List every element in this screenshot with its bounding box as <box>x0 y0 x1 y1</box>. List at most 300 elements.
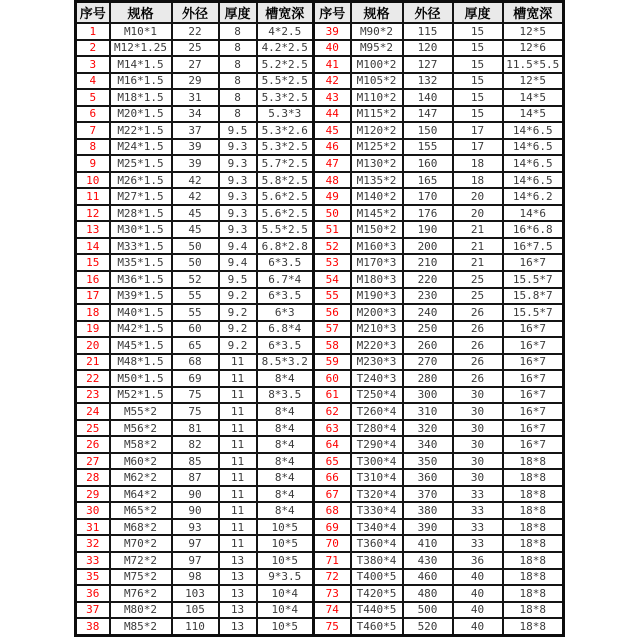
value-cell: 8 <box>219 56 257 73</box>
value-cell: M76*2 <box>110 585 172 602</box>
table-row <box>76 155 564 172</box>
value-cell: M10*1 <box>110 23 172 40</box>
value-cell: M48*1.5 <box>110 354 172 371</box>
value-cell: M190*3 <box>351 288 403 305</box>
value-cell: 155 <box>403 139 453 156</box>
value-cell: 75 <box>172 403 219 420</box>
table-row <box>76 618 564 635</box>
serial-cell: 73 <box>314 585 351 602</box>
value-cell: 16*7 <box>503 254 564 271</box>
value-cell: 120 <box>403 40 453 57</box>
serial-cell: 2 <box>76 40 110 57</box>
value-cell: 34 <box>172 106 219 123</box>
value-cell: T290*4 <box>351 436 403 453</box>
value-cell: 14*6.5 <box>503 122 564 139</box>
table-row <box>76 23 564 40</box>
serial-cell: 40 <box>314 40 351 57</box>
value-cell: 30 <box>453 436 503 453</box>
value-cell: 9.3 <box>219 155 257 172</box>
value-cell: 25 <box>172 40 219 57</box>
value-cell: 50 <box>172 238 219 255</box>
value-cell: 14*5 <box>503 106 564 123</box>
value-cell: 16*7 <box>503 387 564 404</box>
value-cell: 20 <box>453 188 503 205</box>
serial-cell: 14 <box>76 238 110 255</box>
value-cell: M42*1.5 <box>110 321 172 338</box>
header-serial-right: 序号 <box>314 2 351 24</box>
value-cell: 5.2*2.5 <box>257 56 314 73</box>
value-cell: T440*5 <box>351 602 403 619</box>
value-cell: 45 <box>172 205 219 222</box>
value-cell: 8*4 <box>257 370 314 387</box>
table-row <box>76 205 564 222</box>
value-cell: M90*2 <box>351 23 403 40</box>
value-cell: 300 <box>403 387 453 404</box>
value-cell: T280*4 <box>351 420 403 437</box>
value-cell: 97 <box>172 535 219 552</box>
serial-cell: 6 <box>76 106 110 123</box>
value-cell: M36*1.5 <box>110 271 172 288</box>
value-cell: 9.2 <box>219 321 257 338</box>
value-cell: 8 <box>219 40 257 57</box>
value-cell: M140*2 <box>351 188 403 205</box>
value-cell: 190 <box>403 221 453 238</box>
serial-cell: 51 <box>314 221 351 238</box>
value-cell: M30*1.5 <box>110 221 172 238</box>
value-cell: 380 <box>403 502 453 519</box>
value-cell: 11 <box>219 387 257 404</box>
value-cell: M200*3 <box>351 304 403 321</box>
serial-cell: 11 <box>76 188 110 205</box>
table-row <box>76 106 564 123</box>
value-cell: 320 <box>403 420 453 437</box>
serial-cell: 23 <box>76 387 110 404</box>
serial-cell: 28 <box>76 469 110 486</box>
serial-cell: 35 <box>76 569 110 586</box>
value-cell: 170 <box>403 188 453 205</box>
value-cell: 5.6*2.5 <box>257 205 314 222</box>
value-cell: 10*5 <box>257 519 314 536</box>
table-row <box>76 486 564 503</box>
value-cell: 6*3.5 <box>257 254 314 271</box>
serial-cell: 41 <box>314 56 351 73</box>
value-cell: 15.5*7 <box>503 271 564 288</box>
value-cell: 370 <box>403 486 453 503</box>
value-cell: 200 <box>403 238 453 255</box>
value-cell: 69 <box>172 370 219 387</box>
value-cell: 18*8 <box>503 519 564 536</box>
value-cell: M145*2 <box>351 205 403 222</box>
serial-cell: 16 <box>76 271 110 288</box>
value-cell: M64*2 <box>110 486 172 503</box>
value-cell: 18*8 <box>503 535 564 552</box>
value-cell: 5.3*2.5 <box>257 89 314 106</box>
value-cell: M28*1.5 <box>110 205 172 222</box>
value-cell: M55*2 <box>110 403 172 420</box>
value-cell: 8*4 <box>257 420 314 437</box>
value-cell: 11 <box>219 403 257 420</box>
value-cell: 5.3*2.6 <box>257 122 314 139</box>
value-cell: 9.4 <box>219 238 257 255</box>
value-cell: 11 <box>219 535 257 552</box>
value-cell: 26 <box>453 304 503 321</box>
serial-cell: 69 <box>314 519 351 536</box>
serial-cell: 15 <box>76 254 110 271</box>
value-cell: 9.3 <box>219 205 257 222</box>
header-row <box>76 2 564 24</box>
serial-cell: 21 <box>76 354 110 371</box>
value-cell: 4*2.5 <box>257 23 314 40</box>
value-cell: 480 <box>403 585 453 602</box>
serial-cell: 53 <box>314 254 351 271</box>
value-cell: 20 <box>453 205 503 222</box>
serial-cell: 32 <box>76 535 110 552</box>
value-cell: 55 <box>172 304 219 321</box>
value-cell: 250 <box>403 321 453 338</box>
value-cell: 21 <box>453 254 503 271</box>
value-cell: M180*3 <box>351 271 403 288</box>
table-row <box>76 188 564 205</box>
value-cell: 310 <box>403 403 453 420</box>
value-cell: T420*5 <box>351 585 403 602</box>
value-cell: 25 <box>453 271 503 288</box>
value-cell: 5.7*2.5 <box>257 155 314 172</box>
value-cell: M45*1.5 <box>110 337 172 354</box>
value-cell: 9.2 <box>219 304 257 321</box>
value-cell: 8*4 <box>257 469 314 486</box>
value-cell: 98 <box>172 569 219 586</box>
value-cell: 10*4 <box>257 602 314 619</box>
serial-cell: 5 <box>76 89 110 106</box>
value-cell: 12*6 <box>503 40 564 57</box>
value-cell: 29 <box>172 73 219 90</box>
value-cell: M170*3 <box>351 254 403 271</box>
value-cell: 10*5 <box>257 552 314 569</box>
serial-cell: 68 <box>314 502 351 519</box>
value-cell: T260*4 <box>351 403 403 420</box>
value-cell: 40 <box>453 602 503 619</box>
value-cell: 18*8 <box>503 469 564 486</box>
value-cell: 39 <box>172 139 219 156</box>
value-cell: M68*2 <box>110 519 172 536</box>
value-cell: 16*7 <box>503 436 564 453</box>
serial-cell: 64 <box>314 436 351 453</box>
value-cell: 5.8*2.5 <box>257 172 314 189</box>
serial-cell: 74 <box>314 602 351 619</box>
value-cell: 9.3 <box>219 172 257 189</box>
value-cell: 5.3*3 <box>257 106 314 123</box>
table-row <box>76 519 564 536</box>
value-cell: 27 <box>172 56 219 73</box>
value-cell: 33 <box>453 502 503 519</box>
value-cell: M56*2 <box>110 420 172 437</box>
value-cell: M33*1.5 <box>110 238 172 255</box>
value-cell: 6.8*4 <box>257 321 314 338</box>
value-cell: 14*6.5 <box>503 139 564 156</box>
value-cell: 18*8 <box>503 602 564 619</box>
table-row <box>76 139 564 156</box>
value-cell: 270 <box>403 354 453 371</box>
value-cell: 14*6.5 <box>503 155 564 172</box>
value-cell: 21 <box>453 221 503 238</box>
value-cell: 16*7 <box>503 321 564 338</box>
value-cell: 350 <box>403 453 453 470</box>
value-cell: 17 <box>453 139 503 156</box>
value-cell: M75*2 <box>110 569 172 586</box>
value-cell: 9.2 <box>219 337 257 354</box>
header-thickness-left: 厚度 <box>219 2 257 24</box>
serial-cell: 46 <box>314 139 351 156</box>
serial-cell: 10 <box>76 172 110 189</box>
serial-cell: 4 <box>76 73 110 90</box>
value-cell: 11 <box>219 420 257 437</box>
value-cell: 11 <box>219 436 257 453</box>
table-row <box>76 172 564 189</box>
value-cell: 40 <box>453 585 503 602</box>
value-cell: T300*4 <box>351 453 403 470</box>
value-cell: M40*1.5 <box>110 304 172 321</box>
value-cell: 50 <box>172 254 219 271</box>
value-cell: 115 <box>403 23 453 40</box>
value-cell: 8*4 <box>257 453 314 470</box>
serial-cell: 17 <box>76 288 110 305</box>
value-cell: 52 <box>172 271 219 288</box>
serial-cell: 67 <box>314 486 351 503</box>
value-cell: 33 <box>453 519 503 536</box>
value-cell: 8*4 <box>257 436 314 453</box>
serial-cell: 1 <box>76 23 110 40</box>
value-cell: 9*3.5 <box>257 569 314 586</box>
value-cell: 210 <box>403 254 453 271</box>
value-cell: 18*8 <box>503 502 564 519</box>
value-cell: 4.2*2.5 <box>257 40 314 57</box>
serial-cell: 31 <box>76 519 110 536</box>
value-cell: 25 <box>453 288 503 305</box>
table-row <box>76 354 564 371</box>
serial-cell: 3 <box>76 56 110 73</box>
value-cell: M50*1.5 <box>110 370 172 387</box>
value-cell: M100*2 <box>351 56 403 73</box>
value-cell: 26 <box>453 321 503 338</box>
value-cell: 68 <box>172 354 219 371</box>
value-cell: 127 <box>403 56 453 73</box>
value-cell: 150 <box>403 122 453 139</box>
value-cell: 18*8 <box>503 618 564 635</box>
value-cell: 9.5 <box>219 122 257 139</box>
value-cell: 11 <box>219 486 257 503</box>
value-cell: 14*6.2 <box>503 188 564 205</box>
value-cell: 15 <box>453 23 503 40</box>
value-cell: 40 <box>453 618 503 635</box>
value-cell: M72*2 <box>110 552 172 569</box>
serial-cell: 63 <box>314 420 351 437</box>
table-row <box>76 288 564 305</box>
value-cell: 165 <box>403 172 453 189</box>
value-cell: 220 <box>403 271 453 288</box>
value-cell: 30 <box>453 403 503 420</box>
value-cell: 410 <box>403 535 453 552</box>
header-outer-diameter-right: 外径 <box>403 2 453 24</box>
serial-cell: 70 <box>314 535 351 552</box>
serial-cell: 50 <box>314 205 351 222</box>
value-cell: 390 <box>403 519 453 536</box>
value-cell: 5.5*2.5 <box>257 221 314 238</box>
value-cell: 60 <box>172 321 219 338</box>
table-row <box>76 403 564 420</box>
value-cell: 16*7 <box>503 354 564 371</box>
value-cell: 85 <box>172 453 219 470</box>
value-cell: 97 <box>172 552 219 569</box>
table-row <box>76 337 564 354</box>
value-cell: 260 <box>403 337 453 354</box>
value-cell: 13 <box>219 618 257 635</box>
value-cell: 6.8*2.8 <box>257 238 314 255</box>
serial-cell: 8 <box>76 139 110 156</box>
value-cell: 40 <box>453 569 503 586</box>
value-cell: 5.5*2.5 <box>257 73 314 90</box>
value-cell: 140 <box>403 89 453 106</box>
value-cell: 90 <box>172 502 219 519</box>
value-cell: M18*1.5 <box>110 89 172 106</box>
value-cell: 11 <box>219 453 257 470</box>
value-cell: 37 <box>172 122 219 139</box>
value-cell: 132 <box>403 73 453 90</box>
value-cell: 500 <box>403 602 453 619</box>
header-spec-right: 规格 <box>351 2 403 24</box>
value-cell: M12*1.25 <box>110 40 172 57</box>
value-cell: 65 <box>172 337 219 354</box>
value-cell: 9.3 <box>219 188 257 205</box>
value-cell: 42 <box>172 188 219 205</box>
value-cell: 11 <box>219 370 257 387</box>
header-outer-diameter-left: 外径 <box>172 2 219 24</box>
value-cell: M60*2 <box>110 453 172 470</box>
value-cell: 105 <box>172 602 219 619</box>
value-cell: M105*2 <box>351 73 403 90</box>
table-row <box>76 436 564 453</box>
value-cell: 11.5*5.5 <box>503 56 564 73</box>
value-cell: 11 <box>219 354 257 371</box>
value-cell: 103 <box>172 585 219 602</box>
table-row <box>76 569 564 586</box>
serial-cell: 29 <box>76 486 110 503</box>
value-cell: 6.7*4 <box>257 271 314 288</box>
value-cell: 82 <box>172 436 219 453</box>
serial-cell: 13 <box>76 221 110 238</box>
value-cell: 230 <box>403 288 453 305</box>
serial-cell: 60 <box>314 370 351 387</box>
value-cell: M135*2 <box>351 172 403 189</box>
value-cell: 45 <box>172 221 219 238</box>
value-cell: 21 <box>453 238 503 255</box>
value-cell: 14*6 <box>503 205 564 222</box>
value-cell: 26 <box>453 370 503 387</box>
value-cell: 15 <box>453 40 503 57</box>
serial-cell: 18 <box>76 304 110 321</box>
serial-cell: 36 <box>76 585 110 602</box>
header-serial-left: 序号 <box>76 2 110 24</box>
value-cell: 26 <box>453 337 503 354</box>
value-cell: 90 <box>172 486 219 503</box>
value-cell: 81 <box>172 420 219 437</box>
serial-cell: 47 <box>314 155 351 172</box>
serial-cell: 48 <box>314 172 351 189</box>
value-cell: 9.3 <box>219 221 257 238</box>
thread-spec-table <box>74 0 565 637</box>
serial-cell: 39 <box>314 23 351 40</box>
serial-cell: 49 <box>314 188 351 205</box>
value-cell: 22 <box>172 23 219 40</box>
value-cell: 176 <box>403 205 453 222</box>
serial-cell: 7 <box>76 122 110 139</box>
value-cell: 8*4 <box>257 486 314 503</box>
value-cell: 15.8*7 <box>503 288 564 305</box>
value-cell: M58*2 <box>110 436 172 453</box>
value-cell: 110 <box>172 618 219 635</box>
serial-cell: 58 <box>314 337 351 354</box>
value-cell: 6*3.5 <box>257 337 314 354</box>
table-row <box>76 502 564 519</box>
serial-cell: 27 <box>76 453 110 470</box>
table-body <box>76 23 564 636</box>
serial-cell: 72 <box>314 569 351 586</box>
value-cell: 87 <box>172 469 219 486</box>
value-cell: 15.5*7 <box>503 304 564 321</box>
value-cell: M35*1.5 <box>110 254 172 271</box>
value-cell: 280 <box>403 370 453 387</box>
value-cell: 15 <box>453 56 503 73</box>
header-groove-left: 槽宽深 <box>257 2 314 24</box>
value-cell: 18*8 <box>503 453 564 470</box>
value-cell: M39*1.5 <box>110 288 172 305</box>
value-cell: M52*1.5 <box>110 387 172 404</box>
table-row <box>76 254 564 271</box>
value-cell: M70*2 <box>110 535 172 552</box>
value-cell: M210*3 <box>351 321 403 338</box>
value-cell: 17 <box>453 122 503 139</box>
value-cell: 8 <box>219 73 257 90</box>
value-cell: M80*2 <box>110 602 172 619</box>
table-row <box>76 602 564 619</box>
value-cell: 6*3.5 <box>257 288 314 305</box>
serial-cell: 57 <box>314 321 351 338</box>
value-cell: M125*2 <box>351 139 403 156</box>
value-cell: 8 <box>219 23 257 40</box>
serial-cell: 66 <box>314 469 351 486</box>
table-row <box>76 469 564 486</box>
value-cell: 5.6*2.5 <box>257 188 314 205</box>
serial-cell: 75 <box>314 618 351 635</box>
value-cell: 15 <box>453 89 503 106</box>
value-cell: M20*1.5 <box>110 106 172 123</box>
value-cell: 11 <box>219 502 257 519</box>
value-cell: 12*5 <box>503 73 564 90</box>
value-cell: 30 <box>453 469 503 486</box>
value-cell: 18 <box>453 172 503 189</box>
value-cell: 18*8 <box>503 552 564 569</box>
value-cell: T250*4 <box>351 387 403 404</box>
serial-cell: 24 <box>76 403 110 420</box>
value-cell: M160*3 <box>351 238 403 255</box>
value-cell: M22*1.5 <box>110 122 172 139</box>
serial-cell: 42 <box>314 73 351 90</box>
value-cell: 10*5 <box>257 535 314 552</box>
value-cell: 18*8 <box>503 585 564 602</box>
value-cell: 30 <box>453 420 503 437</box>
value-cell: T320*4 <box>351 486 403 503</box>
value-cell: 9.4 <box>219 254 257 271</box>
value-cell: 42 <box>172 172 219 189</box>
